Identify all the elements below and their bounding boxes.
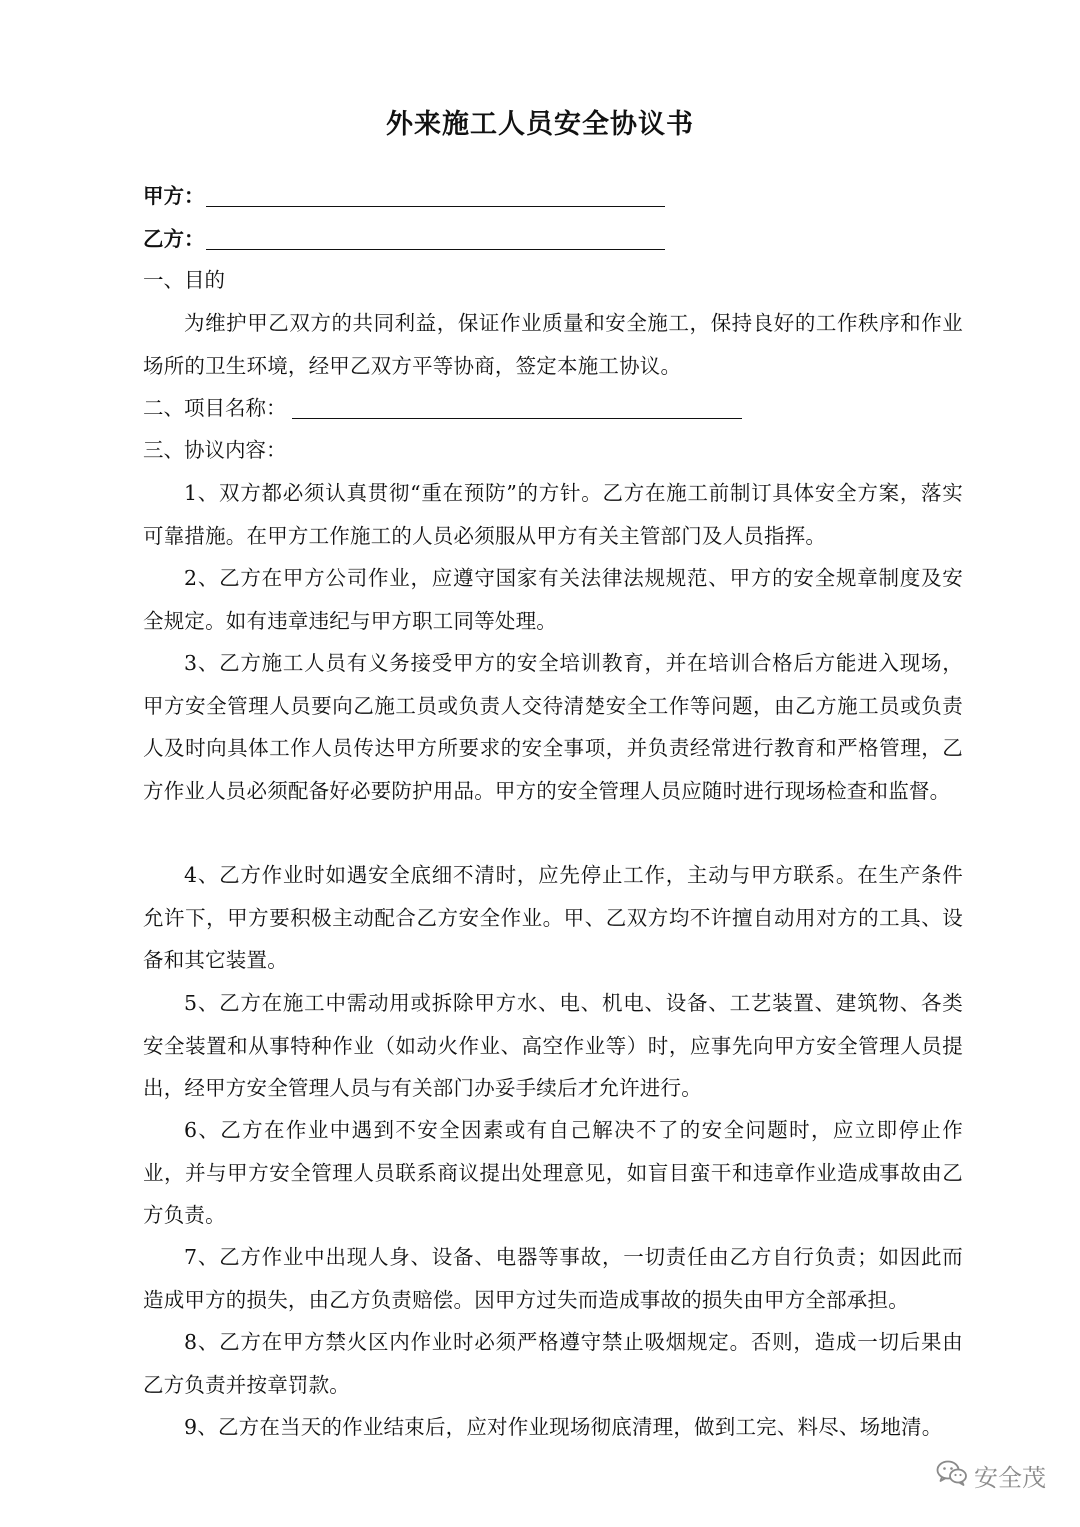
- clause-2: 2、乙方在甲方公司作业，应遵守国家有关法律法规规范、甲方的安全规章制度及安全规定。如有违章违纪与甲方职工同等处理。: [143, 566, 963, 633]
- watermark-text: 安全茂: [974, 1464, 1046, 1492]
- party-b-label: 乙方：: [143, 227, 205, 251]
- watermark: [936, 1458, 1046, 1493]
- clause-5: 5、乙方在施工中需动用或拆除甲方水、电、机电、设备、工艺装置、建筑物、各类安全装置和从事特种作业（如动火作业、高空作业等）时，应事先向甲方安全管理人员提出，经甲方安全管理人员与有关部门办妥手续后才允许进行。: [143, 991, 963, 1101]
- document-title: 外来施工人员安全协议书: [386, 109, 694, 140]
- section2-label: 二、项目名称：: [143, 396, 287, 420]
- section1-text: 为维护甲乙双方的共同利益，保证作业质量和安全施工，保持良好的工作秩序和作业场所的卫生环境，经甲乙双方平等协商，签定本施工协议。: [143, 311, 963, 378]
- party-a-blank: [206, 206, 665, 207]
- wechat-icon: [936, 1459, 968, 1493]
- section3-heading: 三、协议内容：: [143, 438, 287, 462]
- clause-1: 1、双方都必须认真贯彻“重在预防”的方针。乙方在施工前制订具体安全方案，落实可靠措施。在甲方工作施工的人员必须服从甲方有关主管部门及人员指挥。: [143, 481, 963, 548]
- clause-9: 9、乙方在当天的作业结束后，应对作业现场彻底清理，做到工完、料尽、场地清。: [184, 1415, 943, 1439]
- party-b-blank: [206, 249, 665, 250]
- project-name-blank: [292, 418, 742, 419]
- party-a-label: 甲方：: [143, 184, 205, 208]
- clause-6: 6、乙方在作业中遇到不安全因素或有自己解决不了的安全问题时，应立即停止作业，并与甲方安全管理人员联系商议提出处理意见，如盲目蛮干和违章作业造成事故由乙方负责。: [143, 1118, 963, 1228]
- clause-7: 7、乙方作业中出现人身、设备、电器等事故，一切责任由乙方自行负责；如因此而造成甲方的损失，由乙方负责赔偿。因甲方过失而造成事故的损失由甲方全部承担。: [143, 1245, 963, 1312]
- clause-8: 8、乙方在甲方禁火区内作业时必须严格遵守禁止吸烟规定。否则，造成一切后果由乙方负责并按章罚款。: [143, 1330, 963, 1397]
- clause-3: 3、乙方施工人员有义务接受甲方的安全培训教育，并在培训合格后方能进入现场，甲方安全管理人员要向乙施工员或负责人交待清楚安全工作等问题，由乙方施工员或负责人及时向具体工作人员传达甲方所要求的安全事项，并负责经常进行教育和严格管理，乙方作业人员必须配备好必要防护用品。甲方的安全管理人员应随时进行现场检查和监督。: [143, 651, 963, 803]
- clause-4: 4、乙方作业时如遇安全底细不清时，应先停止工作，主动与甲方联系。在生产条件允许下，甲方要积极主动配合乙方安全作业。甲、乙双方均不许擅自动用对方的工具、设备和其它装置。: [143, 863, 963, 973]
- section1-heading: 一、目的: [143, 268, 225, 292]
